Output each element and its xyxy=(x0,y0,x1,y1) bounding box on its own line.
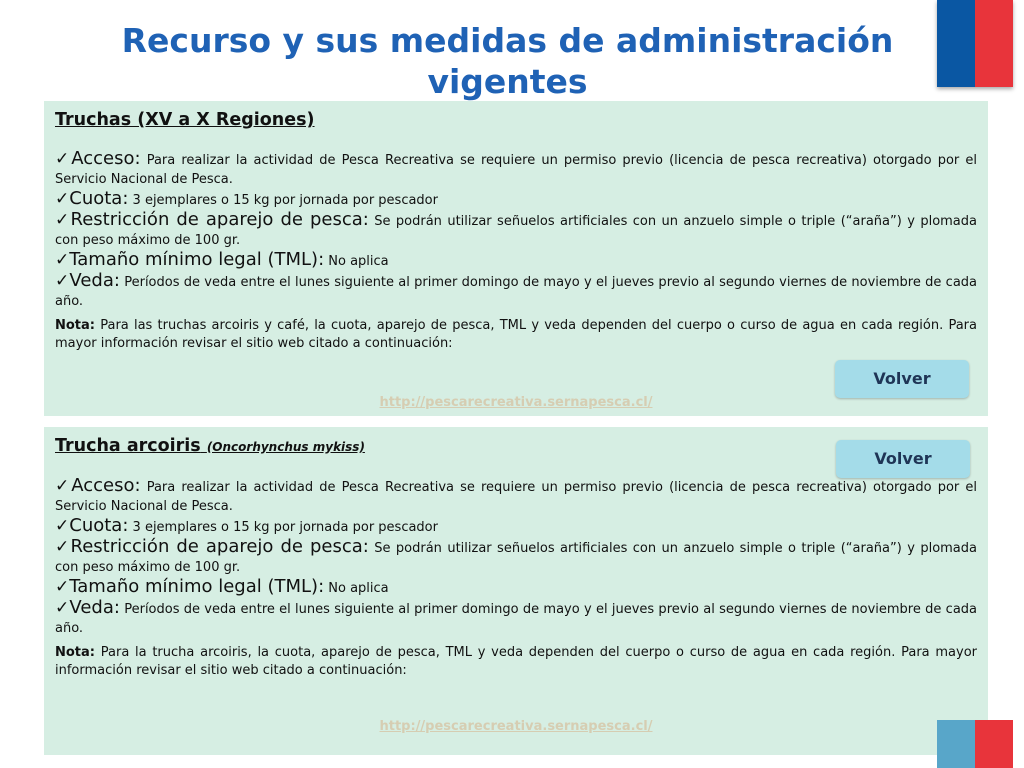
check-icon: ✓ xyxy=(55,537,71,557)
item-label: Tamaño mínimo legal (TML): xyxy=(69,576,325,597)
item-label: Restricción de aparejo de pesca: xyxy=(70,536,369,557)
chile-flag-logo-bottom xyxy=(937,720,1013,768)
panel-title-text: Trucha arcoiris xyxy=(55,436,201,456)
item-veda xyxy=(55,271,977,311)
item-label: Tamaño mínimo legal (TML): xyxy=(69,249,325,270)
volver-button[interactable]: Volver xyxy=(836,440,970,478)
check-icon: ✓ xyxy=(55,271,70,291)
chile-flag-logo-top xyxy=(937,0,1013,87)
item-restriccion xyxy=(55,537,977,577)
item-tml xyxy=(55,577,977,598)
check-icon: ✓ xyxy=(55,210,71,230)
nota-label: Nota: xyxy=(55,318,95,333)
item-text: Períodos de veda entre el lunes siguiente al primer domingo de mayo y el jueves previo al segundo viernes de noviembre de cada año. xyxy=(55,602,978,636)
nota-text: Para la trucha arcoiris, la cuota, aparejo de pesca, TML y veda dependen del cuerpo o curso de agua en cada región. Para mayor información revisar el sitio web citado a continuación: xyxy=(55,645,978,678)
item-cuota xyxy=(55,516,977,537)
panel-title: Truchas (XV a X Regiones) xyxy=(55,110,315,130)
item-label: Cuota: xyxy=(69,515,129,536)
item-veda xyxy=(55,598,977,638)
item-label: Veda: xyxy=(69,270,120,291)
check-icon: ✓ xyxy=(55,189,70,209)
item-acceso xyxy=(55,149,977,189)
item-text: No aplica xyxy=(328,254,389,269)
item-label: Restricción de aparejo de pesca: xyxy=(70,209,369,230)
item-text: Para realizar la actividad de Pesca Recreativa se requiere un permiso previo (licencia de pesca recreativa) otorgado por el Servicio Nacional de Pesca. xyxy=(55,153,977,187)
item-text: Se podrán utilizar señuelos artificiales con un anzuelo simple o triple (“araña”) y plomada con peso máximo de 100 gr. xyxy=(55,541,977,575)
check-icon: ✓ xyxy=(55,577,70,597)
item-label: Acceso: xyxy=(71,475,141,496)
nota-label: Nota: xyxy=(55,645,95,660)
check-icon: ✓ xyxy=(55,598,70,618)
item-cuota xyxy=(55,189,977,210)
item-text: Se podrán utilizar señuelos artificiales con un anzuelo simple o triple (“araña”) y plomada con peso máximo de 100 gr. xyxy=(55,214,977,248)
item-label: Cuota: xyxy=(69,188,129,209)
check-icon: ✓ xyxy=(55,476,72,496)
page-title: Recurso y sus medidas de administración vigentes xyxy=(121,21,894,101)
item-acceso xyxy=(55,476,977,516)
item-label: Acceso: xyxy=(71,148,141,169)
item-text: No aplica xyxy=(328,581,389,596)
item-text: Para realizar la actividad de Pesca Recreativa se requiere un permiso previo (licencia de pesca recreativa) otorgado por el Servicio Nacional de Pesca. xyxy=(55,480,977,514)
sernapesca-link[interactable]: http://pescarecreativa.sernapesca.cl/ xyxy=(379,395,653,410)
check-icon: ✓ xyxy=(55,516,70,536)
item-text: 3 ejemplares o 15 kg por jornada por pescador xyxy=(132,520,438,535)
item-tml xyxy=(55,250,977,271)
sernapesca-link[interactable]: http://pescarecreativa.sernapesca.cl/ xyxy=(379,719,653,734)
check-icon: ✓ xyxy=(55,149,72,169)
item-label: Veda: xyxy=(69,597,120,618)
item-text: 3 ejemplares o 15 kg por jornada por pescador xyxy=(132,193,438,208)
item-restriccion xyxy=(55,210,977,250)
nota xyxy=(55,644,977,680)
volver-button[interactable]: Volver xyxy=(835,360,969,398)
nota-text: Para las truchas arcoiris y café, la cuota, aparejo de pesca, TML y veda dependen del cuerpo o curso de agua en cada región. Para mayor información revisar el sitio web citado a continuación: xyxy=(55,318,977,351)
nota xyxy=(55,317,977,353)
scientific-name: (Oncorhynchus mykiss) xyxy=(206,440,365,454)
check-icon: ✓ xyxy=(55,250,70,270)
item-text: Períodos de veda entre el lunes siguiente al primer domingo de mayo y el jueves previo al segundo viernes de noviembre de cada año. xyxy=(55,275,978,309)
